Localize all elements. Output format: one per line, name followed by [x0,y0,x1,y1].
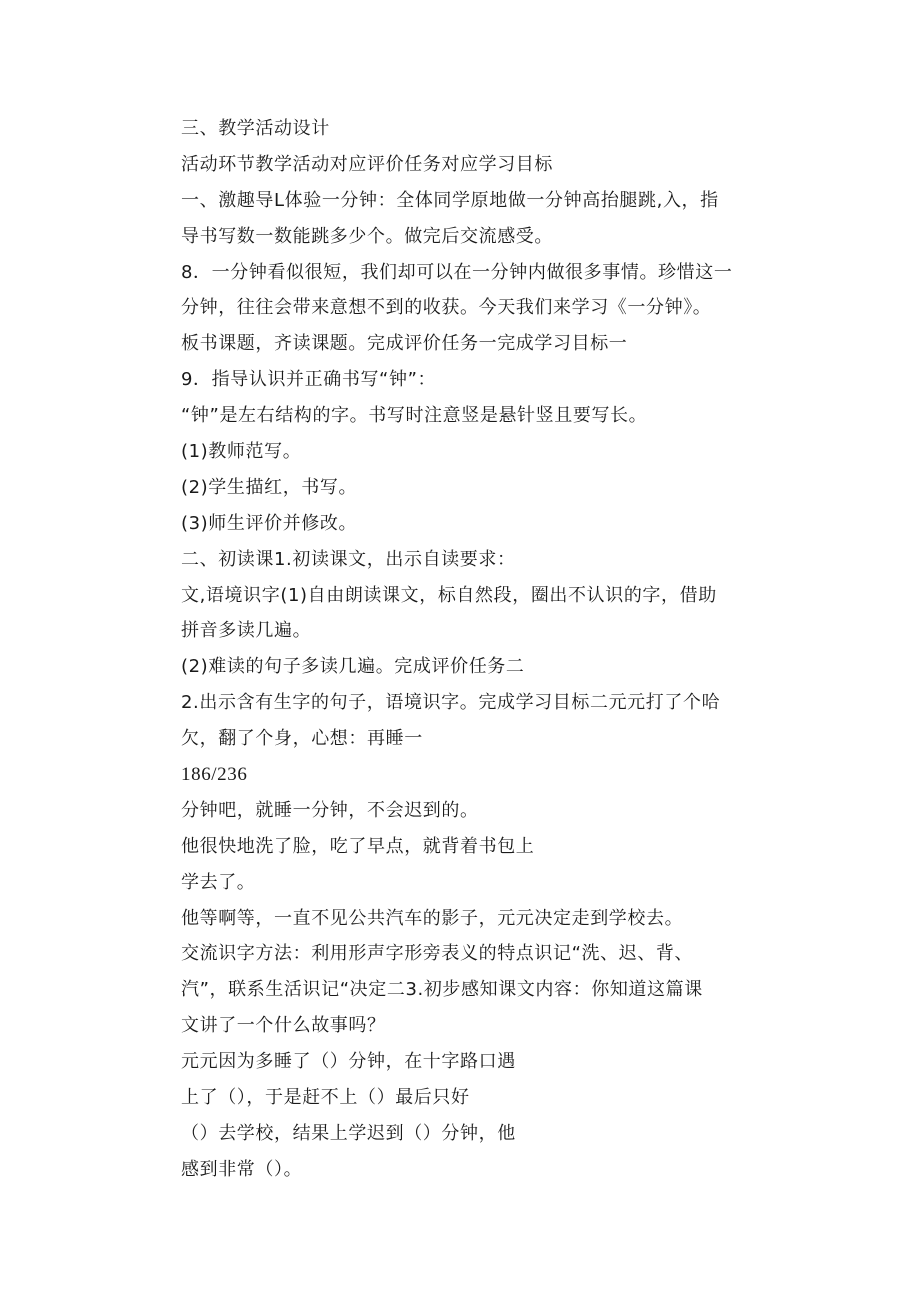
text-line: 一、激趣导L体验一分钟：全体同学原地做一分钟高抬腿跳,入，指 [181,189,719,211]
text-line: 文,语境识字(1)自由朗读课文，标自然段，圈出不认识的字，借助 [181,584,717,606]
table-header-line: 活动环节教学活动对应评价任务对应学习目标 [181,153,553,175]
text-line: “钟”是左右结构的字。书写时注意竖是悬针竖且要写长。 [181,405,648,427]
text-line: 元元因为多睡了（）分钟，在十字路口遇 [181,1051,516,1073]
text-line: 板书课题，齐读课题。完成评价任务一完成学习目标一 [181,333,628,355]
text-line: 8．一分钟看似很短，我们却可以在一分钟内做很多事情。珍惜这一 [181,261,733,283]
document-body [181,114,781,1191]
text-line: 分钟，往往会带来意想不到的收获。今天我们来学习《一分钟》。 [181,297,712,319]
text-line: (2)难读的句子多读几遍。完成评价任务二 [181,656,525,678]
text-line: 感到非常（）。 [181,1158,303,1180]
section-heading: 三、教学活动设计 [181,118,330,139]
text-line: 拼音多读几遍。 [181,620,312,642]
text-line: (3)师生评价并修改。 [181,512,358,534]
text-line: 学去了。 [181,871,256,893]
text-line: 交流识字方法：利用形声字形旁表义的特点识记“洗、迟、背、 [181,943,694,965]
text-line: 他很快地洗了脸，吃了早点，就背着书包上 [181,835,535,857]
text-line: 导书写数一数能跳多少个。做完后交流感受。 [181,225,553,247]
text-line: 汽”，联系生活识记“决定二3.初步感知课文内容：你知道这篇课 [181,979,703,1001]
text-line: 文讲了一个什么故事吗？ [181,1015,386,1037]
text-line: 欠，翻了个身，心想：再睡一 [181,728,423,750]
text-line: 上了（），于是赶不上（）最后只好 [181,1087,470,1109]
page-number: 186/236 [181,764,248,786]
text-line: 他等啊等，一直不见公共汽车的影子，元元决定走到学校去。 [181,907,684,929]
text-line: (2)学生描红，书写。 [181,476,358,498]
text-line: (1)教师范写。 [181,441,302,463]
text-line: 9．指导认识并正确书写“钟”： [181,369,437,391]
text-line: （）去学校，结果上学迟到（）分钟，他 [181,1122,516,1144]
text-line: 分钟吧，就睡一分钟，不会迟到的。 [181,799,479,821]
section-heading: 二、初读课1.初读课文，出示自读要求： [181,548,516,570]
text-line: 2.出示含有生字的句子，语境识字。完成学习目标二元元打了个哈 [181,692,721,714]
